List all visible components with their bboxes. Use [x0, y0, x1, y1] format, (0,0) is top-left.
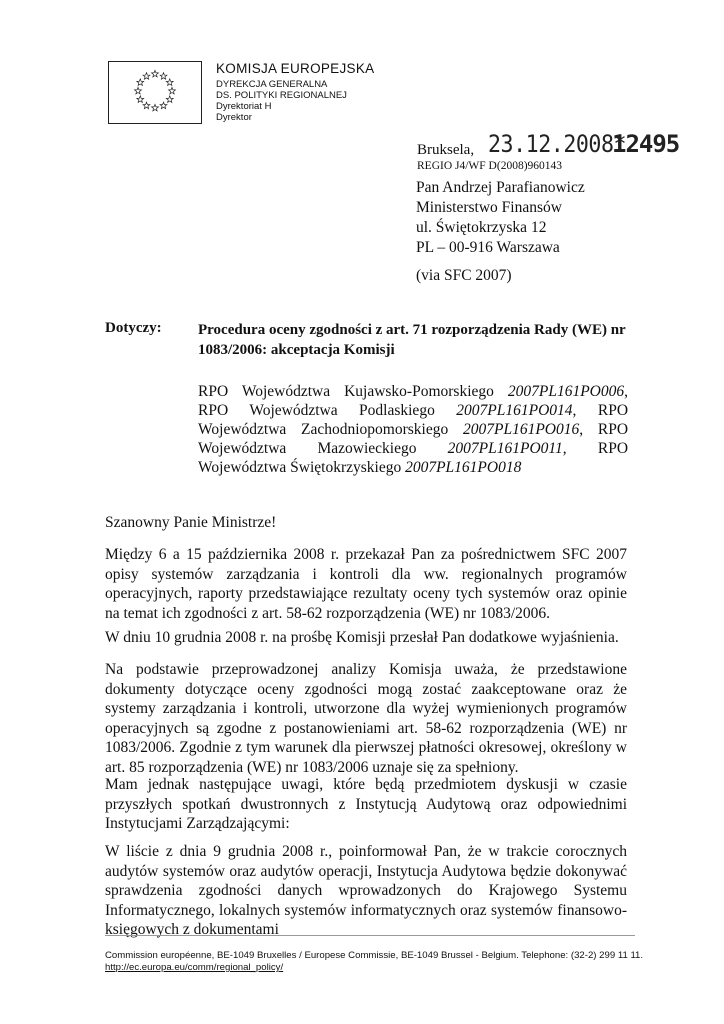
programme-name: RPO Województwa Kujawsko-Pomorskiego [198, 383, 494, 400]
eu-star-icon [143, 73, 150, 80]
programme-name: RPO Województwa Mazowieckiego [198, 421, 629, 457]
programme-code: 2007PL161PO018 [405, 459, 522, 476]
programme-code: 2007PL161PO016 [463, 421, 580, 438]
footer-website-link[interactable]: http://ec.europa.eu/comm/regional_policy/ [105, 962, 284, 973]
footer-address: Commission européenne, BE-1049 Bruxelles / Europese Commissie, BE-1049 Brussel - Belgium. Telephone: (32-2) 299 11 11. [105, 950, 644, 961]
body-paragraph: W dniu 10 grudnia 2008 r. na prośbę Komisji przesłał Pan dodatkowe wyjaśnienia. [105, 629, 619, 646]
salutation: Szanowny Panie Ministrze! [105, 514, 277, 531]
programme-code: 2007PL161PO006 [507, 383, 625, 400]
eu-star-icon [137, 96, 144, 103]
eu-star-icon [137, 79, 144, 86]
programme-code: 2007PL161PO014 [456, 402, 573, 419]
programme-name: RPO Województwa Podlaskiego [198, 402, 435, 419]
recipient-street: ul. Świętokrzyska 12 [416, 219, 547, 236]
eu-star-icon [143, 102, 150, 109]
body-paragraph: Mam jednak następujące uwagi, które będą przedmiotem dyskusji w czasie przyszłych spotkań dwustronnych z Instytucją Audytową oraz odpowiednimi Instytucjami Zarządzającymi: [105, 776, 627, 832]
body-paragraph: W liście z dnia 9 grudnia 2008 r., poinformował Pan, że w trakcie corocznych audytów systemów oraz audytów operacji, Instytucja Audytowa będzie dokonywać sprawdzenia zgodności danych wprowadzonych do Krajowego Systemu Informatycznego, lokalnych systemów informatycznych oraz systemów finansowo-księgowych z dokumentami [105, 843, 627, 938]
letterhead-line: DS. POLITYKI REGIONALNEJ [216, 90, 347, 101]
programme-list: RPO Województwa Kujawsko-Pomorskiego 2007PL161PO006, RPO Województwa Podlaskiego 2007PL161PO014, RPO Województwa Zachodniopomorskiego 2007PL161PO016, RPO Województwa Mazowieckiego 2007PL161PO011, RPO Województwa Świętokrzyskiego 2007PL161PO018 [198, 383, 629, 476]
body-paragraph: Między 6 a 15 października 2008 r. przekazał Pan za pośrednictwem SFC 2007 opisy systemów zarządzania i kontroli dla ww. regionalnych programów operacyjnych, raporty przedstawiające rezultaty oceny tych systemów oraz opinie na temat ich zgodności z art. 58-62 rozporządzenia (WE) nr 1083/2006. [105, 546, 627, 622]
eu-star-icon [160, 73, 167, 80]
eu-star-icon [166, 79, 173, 86]
recipient-name: Pan Andrzej Parafianowicz [416, 179, 585, 196]
eu-star-icon [135, 87, 142, 94]
programme-name: RPO Województwa Zachodniopomorskiego [198, 402, 629, 438]
programme-name: RPO Województwa Świętokrzyskiego [198, 440, 629, 476]
eu-star-icon [152, 70, 159, 77]
registry-number-stamp: 12495 [612, 130, 680, 158]
recipient-ministry: Ministerstwo Finansów [416, 199, 562, 216]
delivery-channel: (via SFC 2007) [416, 267, 512, 284]
subject-title: Procedura oceny zgodności z art. 71 rozporządzenia Rady (WE) nr 1083/2006: akceptacja Komisji [198, 322, 626, 358]
eu-stars-icon [109, 62, 201, 123]
footer-divider [105, 935, 635, 936]
reference-number: REGIO J4/WF D(2008)960143 [417, 160, 563, 172]
letterhead-line: Dyrektor [216, 112, 252, 123]
programme-code: 2007PL161PO011 [447, 440, 563, 457]
eu-star-icon [169, 87, 176, 94]
eu-flag-logo [108, 61, 202, 124]
eu-star-icon [152, 104, 159, 111]
body-paragraph: Na podstawie przeprowadzonej analizy Komisja uważa, że przedstawione dokumenty dotyczące oceny zgodności mogą zostać zaakceptowane oraz że systemy zarządzania i kontroli, utworzone dla wyżej wymienionych programów operacyjnych są zgodne z postanowieniami art. 58-62 rozporządzenia (WE) nr 1083/2006. Zgodnie z tym warunek dla pierwszej płatności okresowej, określony w art. 85 rozporządzenia (WE) nr 1083/2006 uznaje się za spełniony. [105, 661, 627, 776]
eu-star-icon [166, 96, 173, 103]
letterhead-line: DYREKCJA GENERALNA [216, 79, 328, 90]
eu-star-icon [160, 102, 167, 109]
place-label: Bruksela, [417, 142, 475, 158]
date-stamp: 23.12.2008* [488, 130, 627, 158]
recipient-city: PL – 00-916 Warszawa [416, 239, 560, 256]
institution-name: KOMISJA EUROPEJSKA [216, 61, 375, 76]
letterhead-line: Dyrektoriat H [216, 101, 272, 112]
subject-label: Dotyczy: [105, 320, 162, 336]
